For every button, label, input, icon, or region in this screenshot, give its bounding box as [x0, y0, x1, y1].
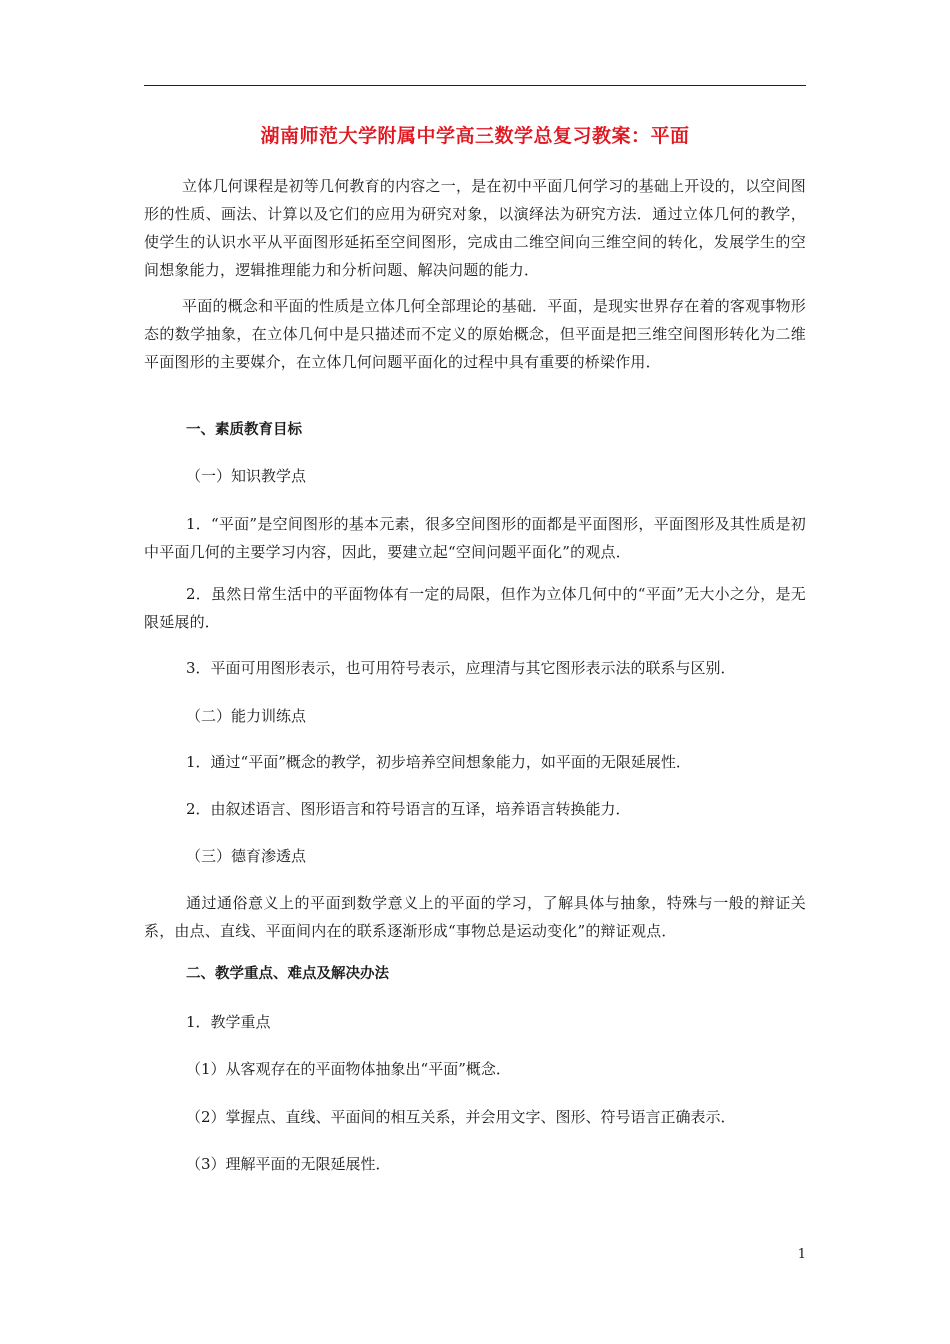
page-number: 1: [797, 1247, 806, 1262]
subsection-ability: （二）能力训练点: [186, 707, 307, 725]
teaching-focus-item-1: （1）从客观存在的平面物体抽象出“平面”概念．: [186, 1060, 511, 1078]
document-title: 湖南师范大学附属中学高三数学总复习教案：平面: [260, 125, 690, 147]
knowledge-point-3: 3．平面可用图形表示，也可用符号表示，应理清与其它图形表示法的联系与区别．: [186, 659, 736, 677]
knowledge-point-1: 1．“平面”是空间图形的基本元素，很多空间图形的面都是平面图形，平面图形及其性质是初中平面几何的主要学习内容，因此，要建立起“空间问题平面化”的观点．: [144, 515, 806, 561]
subsection-knowledge: （一）知识教学点: [186, 467, 307, 485]
subsection-moral: （三）德育渗透点: [186, 847, 307, 865]
header-rule: [144, 85, 806, 86]
moral-point-1: 通过通俗意义上的平面到数学意义上的平面的学习，了解具体与抽象，特殊与一般的辩证关系，由点、直线、平面间内在的联系逐渐形成“事物总是运动变化”的辩证观点．: [144, 894, 806, 940]
knowledge-point-2: 2．虽然日常生活中的平面物体有一定的局限，但作为立体几何中的“平面”无大小之分，是无限延展的．: [144, 585, 806, 631]
section-heading-2: 二、教学重点、难点及解决办法: [186, 966, 389, 982]
teaching-focus-item-2: （2）掌握点、直线、平面间的相互关系，并会用文字、图形、符号语言正确表示．: [186, 1108, 736, 1126]
section-heading-1: 一、素质教育目标: [186, 422, 302, 438]
ability-point-1: 1．通过“平面”概念的教学，初步培养空间想象能力，如平面的无限延展性．: [186, 753, 691, 771]
teaching-focus-item-3: （3）理解平面的无限延展性．: [186, 1155, 391, 1173]
teaching-focus-title: 1．教学重点: [186, 1013, 271, 1031]
ability-point-2: 2．由叙述语言、图形语言和符号语言的互译，培养语言转换能力．: [186, 800, 631, 818]
intro-paragraph-2: 平面的概念和平面的性质是立体几何全部理论的基础．平面，是现实世界存在着的客观事物形态的数学抽象，在立体几何中是只描述而不定义的原始概念，但平面是把三维空间图形转化为二维平面图形的主要媒介，在立体几何问题平面化的过程中具有重要的桥梁作用．: [144, 297, 806, 371]
intro-paragraph-1: 立体几何课程是初等几何教育的内容之一，是在初中平面几何学习的基础上开设的，以空间图形的性质、画法、计算以及它们的应用为研究对象，以演绎法为研究方法．通过立体几何的教学，使学生的认识水平从平面图形延拓至空间图形，完成由二维空间向三维空间的转化，发展学生的空间想象能力，逻辑推理能力和分析问题、解决问题的能力．: [144, 177, 806, 279]
